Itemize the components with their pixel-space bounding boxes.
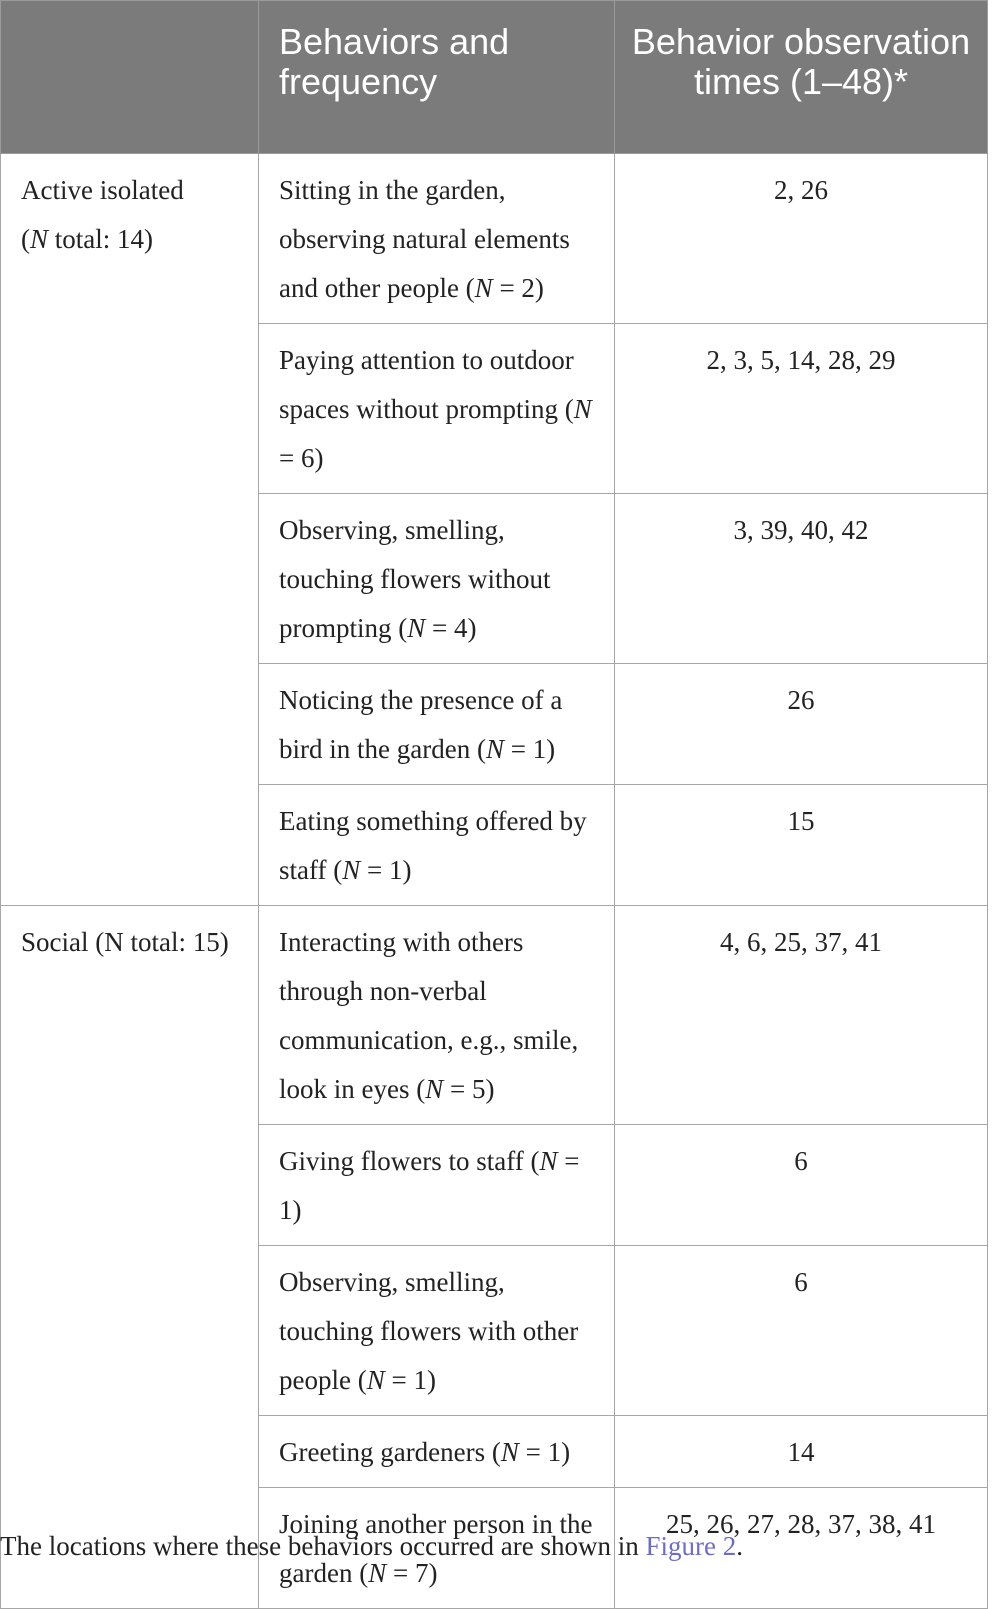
figure-2-link[interactable]: Figure 2: [645, 1531, 737, 1561]
header-observation-times: Behavior observation times (1–48)*: [615, 1, 988, 154]
behavior-cell: Joining another person in the garden (N = 7): [259, 1488, 615, 1609]
behavior-cell: Sitting in the garden, observing natural elements and other people (N = 2): [259, 154, 615, 324]
times-cell: 2, 3, 5, 14, 28, 29: [615, 324, 988, 494]
times-cell: 4, 6, 25, 37, 41: [615, 906, 988, 1125]
behavior-cell: Noticing the presence of a bird in the garden (N = 1): [259, 664, 615, 785]
behavior-cell: Observing, smelling, touching flowers with other people (N = 1): [259, 1246, 615, 1416]
table-header-row: [1, 1, 988, 154]
behavior-cell: Greeting gardeners (N = 1): [259, 1416, 615, 1488]
times-cell: 26: [615, 664, 988, 785]
table-caption: The locations where these behaviors occurred are shown in Figure 2.: [0, 1531, 744, 1561]
times-cell: 15: [615, 785, 988, 906]
header-behaviors: Behaviors and frequency: [259, 1, 615, 154]
behavior-cell: Interacting with others through non-verbal communication, e.g., smile, look in eyes (N = 5): [259, 906, 615, 1125]
table-row: [1, 154, 988, 324]
behavior-cell: Observing, smelling, touching flowers without prompting (N = 4): [259, 494, 615, 664]
behavior-cell: Paying attention to outdoor spaces without prompting (N = 6): [259, 324, 615, 494]
times-cell: 3, 39, 40, 42: [615, 494, 988, 664]
times-cell: 14: [615, 1416, 988, 1488]
category-social: Social (N total: 15): [1, 906, 259, 1609]
header-empty-cell: [1, 1, 259, 154]
times-cell: 6: [615, 1246, 988, 1416]
times-cell: 6: [615, 1125, 988, 1246]
times-cell: 2, 26: [615, 154, 988, 324]
table-row: [1, 906, 988, 1125]
category-active-isolated: Active isolated (N total: 14): [1, 154, 259, 906]
behavior-cell: Giving flowers to staff (N = 1): [259, 1125, 615, 1246]
behavior-cell: Eating something offered by staff (N = 1): [259, 785, 615, 906]
times-cell: 25, 26, 27, 28, 37, 38, 41: [615, 1488, 988, 1609]
